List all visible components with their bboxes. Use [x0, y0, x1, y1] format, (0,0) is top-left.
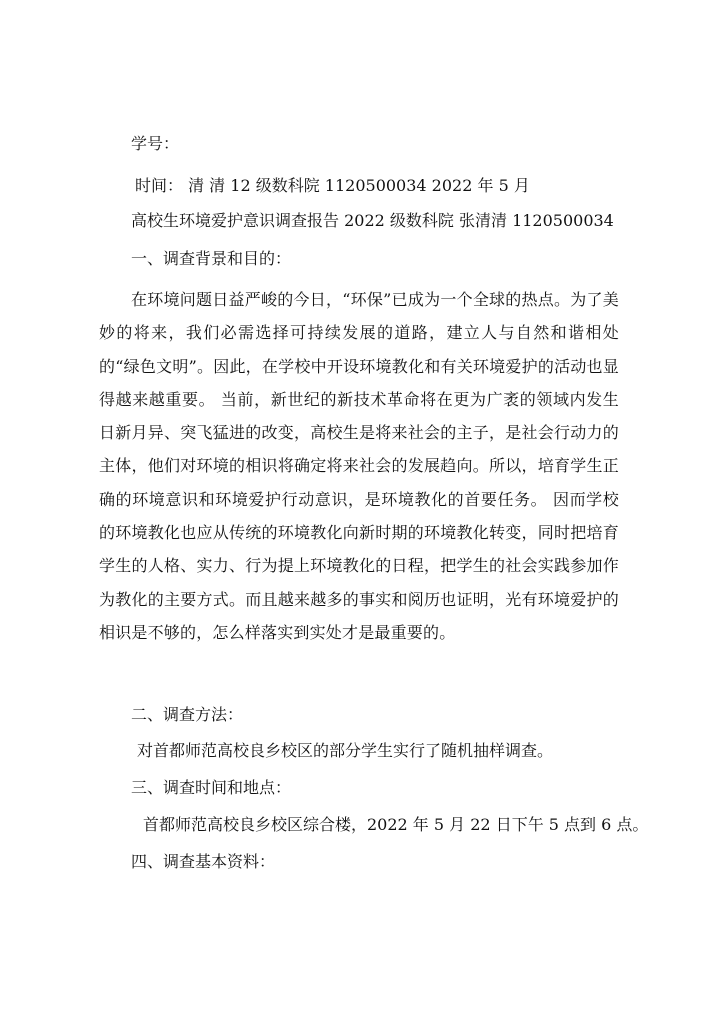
section3-heading: 三、调查时间和地点： [131, 778, 292, 797]
report-title: 高校生环境爱护意识调查报告 2022 级数科院 张清清 1120500034 [131, 211, 614, 230]
section2-body: 对首都师范高校良乡校区的部分学生实行了随机抽样调查。 [137, 741, 554, 760]
time-line: 时间： 清 清 12 级数科院 1120500034 2022 年 5 月 [135, 176, 530, 195]
section2-heading: 二、调查方法： [131, 705, 244, 724]
section4-heading: 四、调查基本资料： [131, 852, 276, 871]
section1-body: 在环境问题日益严峻的今日，“环保”已成为一个全球的热点。为了美妙的将来，我们必需选择可持续发展的道路，建立人与自然和谐相处的“绿色文明”。因此，在学校中开设环境教化和有关环境爱护的活动也显得越来越重要。 当前，新世纪的新技术革命将在更为广袤的领域内发生日新月异、突飞猛进的改变，高校生是将来社会的主子，是社会行动力的主体，他们对环境的相识将确定将来社会的发展趋向。所以，培育学生正确的环境意识和环境爱护行动意识，是环境教化的首要任务。 因而学校的环境教化也应从传统的环境教化向新时期的环境教化转变，同时把培育学生的人格、实力、行为提上环境教化的日程，把学生的社会实践参加作为教化的主要方式。而且越来越多的事实和阅历也证明，光有环境爱护的相识是不够的，怎么样落实到实处才是最重要的。 [99, 290, 619, 642]
section1-heading: 一、调查背景和目的： [131, 249, 292, 268]
student-id-label: 学号： [131, 134, 180, 153]
section3-body: 首都师范高校良乡校区综合楼，2022 年 5 月 22 日下午 5 点到 6 点。 [143, 815, 649, 834]
